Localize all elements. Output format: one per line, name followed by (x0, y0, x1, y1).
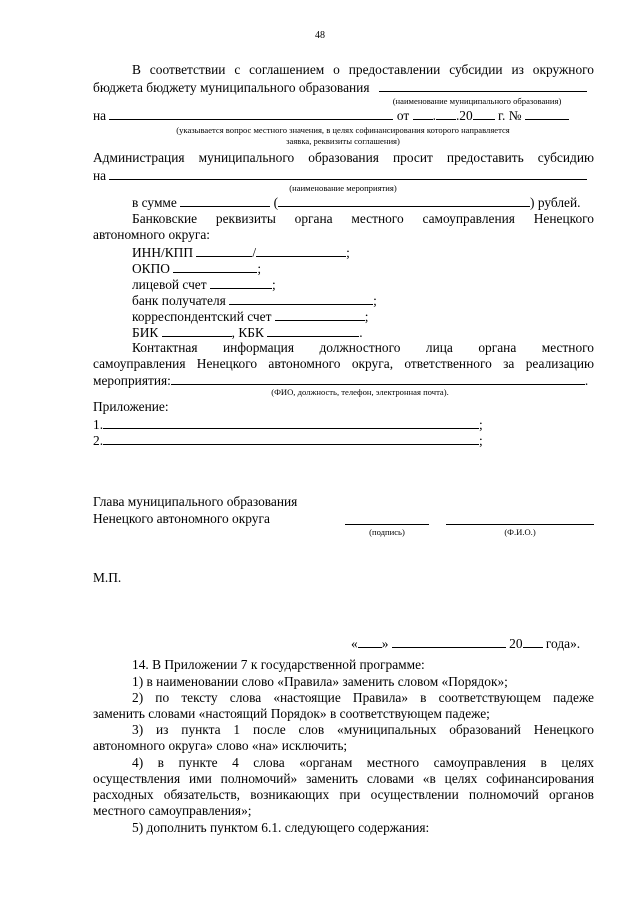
okpo-semicolon: ; (257, 261, 262, 276)
item-14-heading: 14. В Приложении 7 к государственной программе: (132, 657, 425, 672)
signing-day-blank[interactable] (358, 635, 382, 648)
inn-blank[interactable] (196, 244, 252, 257)
okpo-line (132, 260, 261, 277)
amendment-5: 5) дополнить пунктом 6.1. следующего содержания: (132, 820, 430, 835)
stamp-place-label: М.П. (93, 570, 122, 585)
bank-label: банк получателя (132, 293, 226, 308)
contact-blank[interactable] (171, 372, 585, 385)
inn-label: ИНН/КПП (132, 245, 194, 260)
year-prefix: .20 (455, 108, 473, 123)
caption-signature: (подпись) (369, 527, 405, 537)
bank-blank[interactable] (229, 292, 373, 305)
date-close-quote: » (381, 636, 389, 651)
year-suffix: г. № (498, 108, 522, 123)
bik-blank[interactable] (162, 324, 232, 337)
amendment-3-line-1: 3) из пункта 1 после слов «муниципальных образований Ненецкого (132, 722, 594, 737)
attachment-num-1: 1. (93, 417, 104, 432)
question-blank[interactable] (109, 107, 393, 120)
page-number: 48 (315, 30, 325, 41)
fio-line[interactable] (446, 524, 594, 525)
amendment-2-line-2: заменить словами «настоящий Порядок» в соответствующем падеже; (93, 706, 490, 721)
bik-line (132, 324, 363, 341)
attachment-1-blank[interactable] (103, 416, 479, 429)
event-line (93, 167, 587, 184)
from-label: от (396, 108, 410, 123)
kbk-blank[interactable] (267, 324, 359, 337)
inn-line (132, 244, 350, 261)
request-line (93, 107, 569, 124)
on-prefix: на (93, 108, 107, 123)
mo-name-blank[interactable] (379, 79, 587, 92)
amendment-4-line-3: расходных обязательств, возникающих при осуществлении полномочий органов (93, 787, 594, 802)
caption-event-name: (наименование мероприятия) (289, 183, 397, 193)
attachment-num-2: 2. (93, 433, 104, 448)
inn-slash: / (252, 245, 257, 260)
month-blank[interactable] (436, 107, 456, 120)
date-open-quote: « (351, 636, 358, 651)
amendment-3-line-2: автономного округа» слово «на» исключить; (93, 738, 348, 753)
attachment-item-1 (93, 416, 483, 433)
bank-details-line-1: Банковские реквизиты органа местного самоуправления Ненецкого (132, 211, 594, 226)
year-blank[interactable] (473, 107, 495, 120)
corr-semicolon: ; (364, 309, 369, 324)
kbk-period: . (359, 325, 363, 340)
kbk-label: , КБК (231, 325, 264, 340)
attachment-item-2 (93, 432, 483, 449)
head-title-line-2: Ненецкого автономного округа (93, 511, 270, 526)
amendment-4-line-1: 4) в пункте 4 слова «органам местного самоуправления в целях (132, 755, 594, 770)
amendment-2-line-1: 2) по тексту слова «настоящие Правила» в соответствующем падеже (132, 690, 594, 705)
corr-account-blank[interactable] (275, 308, 365, 321)
account-line (132, 276, 276, 293)
kpp-blank[interactable] (256, 244, 346, 257)
caption-question-2: заявка, реквизиты соглашения) (286, 136, 400, 146)
account-blank[interactable] (210, 276, 272, 289)
date-year-prefix: 20 (509, 636, 523, 651)
account-semicolon: ; (271, 277, 276, 292)
signing-month-blank[interactable] (392, 635, 506, 648)
inn-semicolon: ; (346, 245, 350, 260)
amendment-1: 1) в наименовании слово «Правила» заменить словом «Порядок»; (132, 674, 508, 689)
contact-period: . (584, 373, 589, 388)
date-sep: . (432, 108, 436, 123)
bik-label: БИК (132, 325, 159, 340)
okpo-blank[interactable] (173, 260, 257, 273)
attachment-2-semicolon: ; (479, 433, 483, 448)
attachment-1-semicolon: ; (479, 417, 483, 432)
paren-open: ( (273, 195, 279, 210)
caption-question-1: (указывается вопрос местного значения, в целях софинансирования которого направляется (176, 125, 510, 135)
on-prefix-2: на (93, 168, 107, 183)
event-name-blank[interactable] (109, 167, 587, 180)
sum-digits-blank[interactable] (180, 194, 270, 207)
contact-line-2: самоуправления Ненецкого автономного округа, ответственного за реализацию (93, 356, 594, 371)
caption-fio: (Ф.И.О.) (504, 527, 536, 537)
amendment-4-line-2: осуществления ими полномочий» заменить словами «в целях софинансирования (93, 771, 594, 786)
agreement-number-blank[interactable] (525, 107, 569, 120)
contact-line-1: Контактная информация должностного лица органа местного (132, 340, 594, 355)
bank-semicolon: ; (373, 293, 377, 308)
day-blank[interactable] (413, 107, 433, 120)
bank-details-line-2: автономного округа: (93, 227, 211, 242)
signing-date-line (351, 635, 580, 652)
contact-label: мероприятия: (93, 373, 171, 388)
agreement-line-1: В соответствии с соглашением о предоставлении субсидии из окружного (132, 62, 594, 77)
caption-contact: (ФИО, должность, телефон, электронная почта). (271, 387, 449, 397)
rubles-label: ) рублей. (530, 195, 581, 210)
admin-request-text: Администрация муниципального образования просит предоставить субсидию (93, 150, 594, 165)
bank-line (132, 292, 377, 309)
signature-line[interactable] (345, 524, 429, 525)
attachment-label: Приложение: (93, 399, 169, 414)
corr-account-label: корреспондентский счет (132, 309, 272, 324)
sum-words-blank[interactable] (278, 194, 530, 207)
sum-label: в сумме (132, 195, 177, 210)
corr-account-line (132, 308, 369, 325)
okpo-label: ОКПО (132, 261, 170, 276)
account-label: лицевой счет (132, 277, 207, 292)
date-year-suffix: года». (545, 636, 581, 651)
attachment-2-blank[interactable] (103, 432, 479, 445)
signing-year-blank[interactable] (523, 635, 543, 648)
caption-mo-name: (наименование муниципального образования) (392, 96, 562, 106)
sum-line (132, 194, 581, 211)
head-title-line-1: Глава муниципального образования (93, 494, 298, 509)
agreement-line-2-text: бюджета бюджету муниципального образования (93, 80, 370, 95)
amendment-4-line-4: местного самоуправления»; (93, 803, 252, 818)
agreement-line-2 (93, 79, 587, 96)
